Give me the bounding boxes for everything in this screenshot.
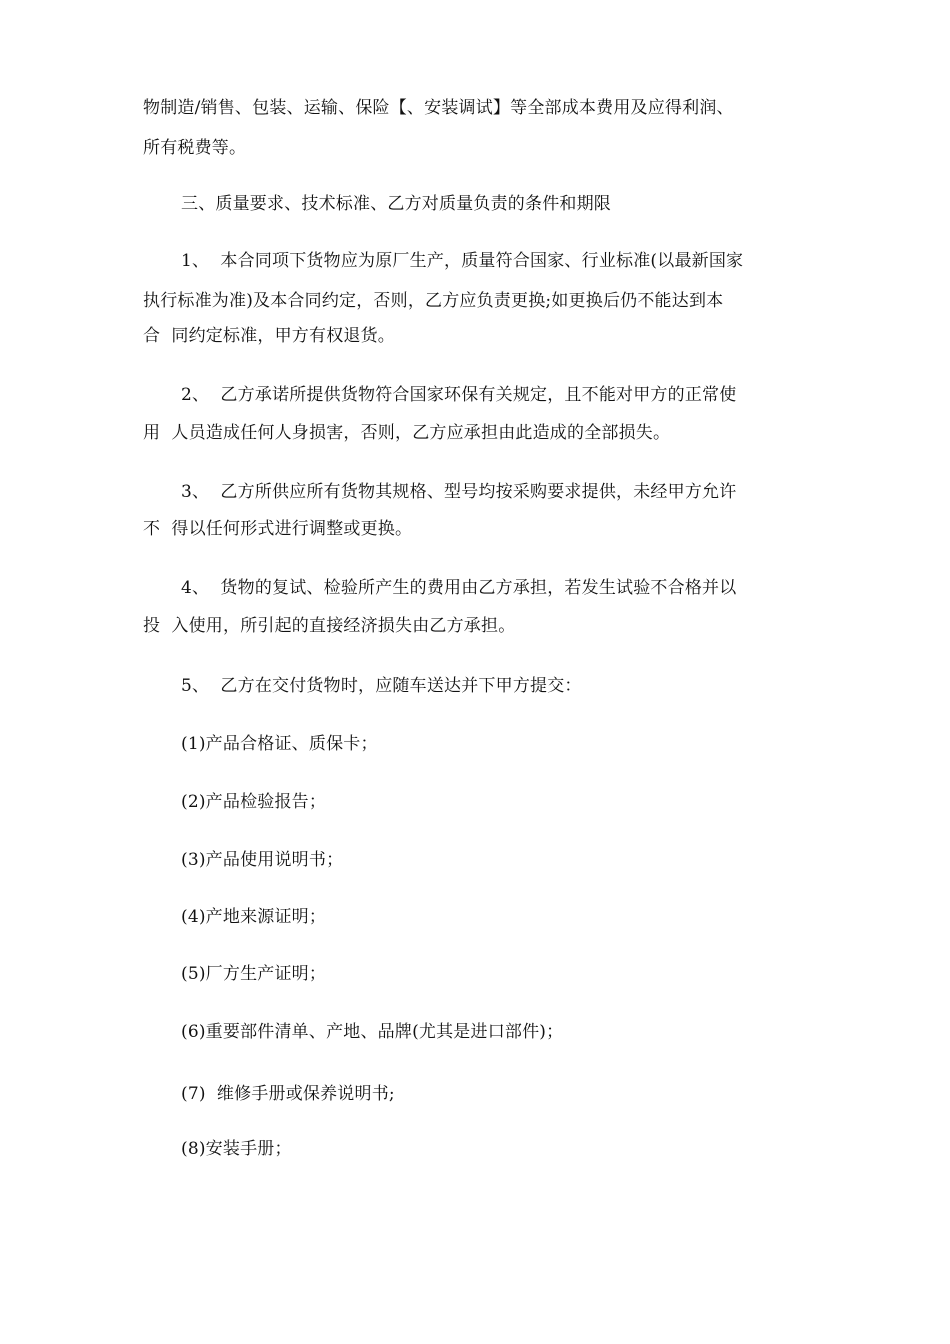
clause-2-line-2: 用 人员造成任何人身损害，否则，乙方应承担由此造成的全部损失。 xyxy=(143,423,671,443)
intro-line-2: 所有税费等。 xyxy=(143,138,247,158)
clause-1-line-2: 执行标准为准)及本合同约定，否则，乙方应负责更换;如更换后仍不能达到本 xyxy=(143,291,724,311)
list-item: (7) 维修手册或保养说明书; xyxy=(181,1084,395,1104)
section-3-heading: 三、质量要求、技术标准、乙方对质量负责的条件和期限 xyxy=(181,194,611,214)
clause-4-line-1: 4、 货物的复试、检验所产生的费用由乙方承担，若发生试验不合格并以 xyxy=(181,578,737,598)
clause-5-line-1: 5、 乙方在交付货物时，应随车送达并下甲方提交： xyxy=(181,676,582,696)
list-item: (3)产品使用说明书； xyxy=(181,850,344,870)
list-item: (1)产品合格证、质保卡； xyxy=(181,734,378,754)
list-item: (4)产地来源证明； xyxy=(181,907,327,927)
clause-2-line-1: 2、 乙方承诺所提供货物符合国家环保有关规定，且不能对甲方的正常使 xyxy=(181,385,737,405)
clause-1-line-1: 1、 本合同项下货物应为原厂生产，质量符合国家、行业标准(以最新国家 xyxy=(181,251,744,271)
clause-3-line-1: 3、 乙方所供应所有货物其规格、型号均按采购要求提供，未经甲方允许 xyxy=(181,482,737,502)
clause-3-line-2: 不 得以任何形式进行调整或更换。 xyxy=(143,519,413,539)
intro-line-1: 物制造/销售、包装、运输、保险【、安装调试】等全部成本费用及应得利润、 xyxy=(143,98,734,118)
clause-4-line-2: 投 入使用，所引起的直接经济损失由乙方承担。 xyxy=(143,616,516,636)
list-item: (2)产品检验报告； xyxy=(181,792,327,812)
list-item: (5)厂方生产证明； xyxy=(181,964,327,984)
list-item: (8)安装手册； xyxy=(181,1139,292,1159)
clause-1-line-3: 合 同约定标准，甲方有权退货。 xyxy=(143,326,396,346)
list-item: (6)重要部件清单、产地、品牌(尤其是进口部件)； xyxy=(181,1022,564,1042)
